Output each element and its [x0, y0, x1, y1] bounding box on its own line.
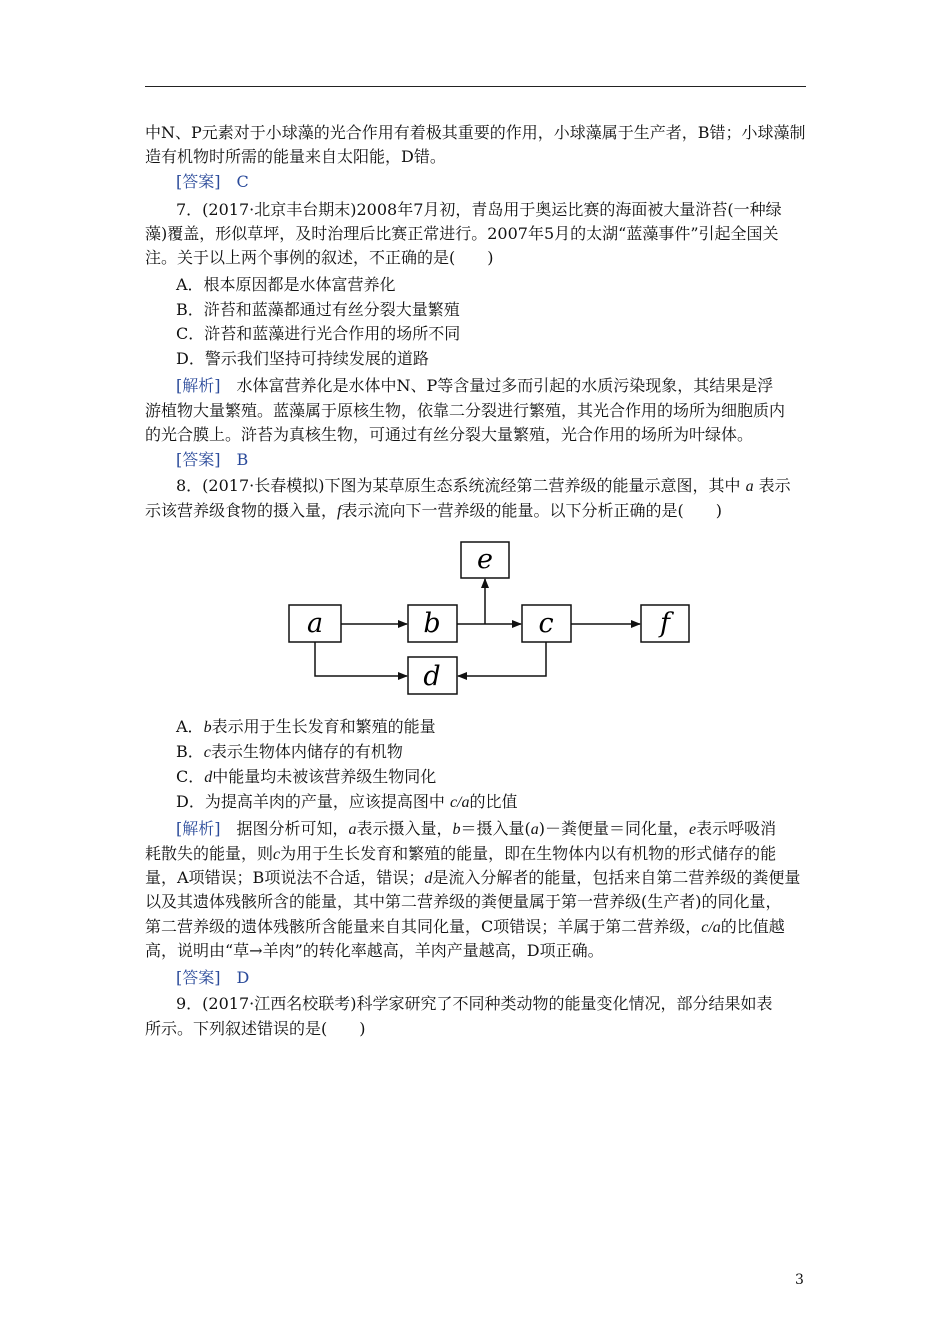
text-line: 高，说明由“草→羊肉”的转化率越高，羊肉产量越高，D项正确。 [145, 941, 604, 960]
header-rule [145, 86, 806, 87]
answer-line [176, 170, 837, 194]
analysis-line: [解析] 据图分析可知，a表示摄入量，b＝摄入量(a)－粪便量＝同化量，e表示呼吸消 [176, 819, 777, 838]
analysis-tag: [解析] [176, 376, 221, 395]
node-c-label: c [538, 608, 554, 639]
answer-tag: [答案] [176, 450, 221, 469]
arrow-c-d [458, 642, 546, 676]
answer-tag: [答案] [176, 172, 221, 191]
text-line: 造有机物时所需的能量来自太阳能，D错。 [145, 147, 446, 166]
answer-value: C [236, 172, 249, 191]
node-e-label: e [477, 544, 493, 575]
text-line: 藻)覆盖，形似草坪，及时治理后比赛正常进行。2007年5月的太湖“蓝藻事件”引起全国关 [145, 224, 779, 243]
text-line: 以及其遗体残骸所含的能量，其中第二营养级的粪便量属于第一营养级(生产者)的同化量， [145, 892, 782, 911]
question-7: 7．(2017·北京丰台期末)2008年7月初，青岛用于奥运比赛的海面被大量浒苔(一种绿 [176, 200, 782, 219]
answer-value: D [236, 968, 250, 987]
text-line: 示该营养级食物的摄入量，f表示流向下一营养级的能量。以下分析正确的是( ) [145, 501, 722, 520]
option-b: B．浒苔和蓝藻都通过有丝分裂大量繁殖 [176, 300, 460, 319]
text-line: 第二营养级的遗体残骸所含能量来自其同化量，C项错误；羊属于第二营养级，c/a的比值越 [145, 917, 785, 936]
node-b-label: b [423, 608, 441, 639]
text-line: 注。关于以上两个事例的叙述，不正确的是( ) [145, 248, 494, 267]
option-c: C．浒苔和蓝藻进行光合作用的场所不同 [176, 324, 461, 343]
text-line: 中N、P元素对于小球藻的光合作用有着极其重要的作用，小球藻属于生产者，B错；小球藻制 [145, 123, 806, 142]
node-d-label: d [423, 661, 441, 692]
option-a: A．b表示用于生长发育和繁殖的能量 [176, 717, 436, 736]
page-number: 3 [795, 1272, 804, 1288]
question-9: 9．(2017·江西名校联考)科学家研究了不同种类动物的能量变化情况，部分结果如表 [176, 994, 773, 1013]
answer-line [176, 966, 837, 990]
text-line: 量，A项错误；B项说法不合适，错误；d是流入分解者的能量，包括来自第二营养级的粪便量 [145, 868, 801, 887]
node-f-label: f [660, 608, 670, 639]
answer-tag: [答案] [176, 968, 221, 987]
node-a-label: a [306, 608, 324, 639]
arrow-a-d [315, 642, 407, 676]
answer-value: B [236, 450, 249, 469]
option-b: B．c表示生物体内储存的有机物 [176, 742, 403, 761]
analysis-tag: [解析] [176, 819, 221, 838]
text-line: 所示。下列叙述错误的是( ) [145, 1019, 366, 1038]
option-c: C．d中能量均未被该营养级生物同化 [176, 767, 437, 786]
text-line: 的光合膜上。浒苔为真核生物，可通过有丝分裂大量繁殖，光合作用的场所为叶绿体。 [145, 425, 754, 444]
option-d: D．为提高羊肉的产量，应该提高图中 c/a的比值 [176, 792, 518, 811]
option-a: A．根本原因都是水体富营养化 [176, 275, 396, 294]
energy-flow-diagram [285, 540, 695, 700]
analysis-line: [解析] 水体富营养化是水体中N、P等含量过多而引起的水质污染现象，其结果是浮 [176, 376, 774, 395]
answer-line [176, 448, 837, 472]
option-d: D．警示我们坚持可持续发展的道路 [176, 349, 429, 368]
question-8: 8．(2017·长春模拟)下图为某草原生态系统流经第二营养级的能量示意图，其中 a 表示 [176, 476, 791, 495]
text-line: 耗散失的能量，则c为用于生长发育和繁殖的能量，即在生物体内以有机物的形式储存的能 [145, 844, 777, 863]
text-line: 游植物大量繁殖。蓝藻属于原核生物，依靠二分裂进行繁殖，其光合作用的场所为细胞质内 [145, 401, 786, 420]
